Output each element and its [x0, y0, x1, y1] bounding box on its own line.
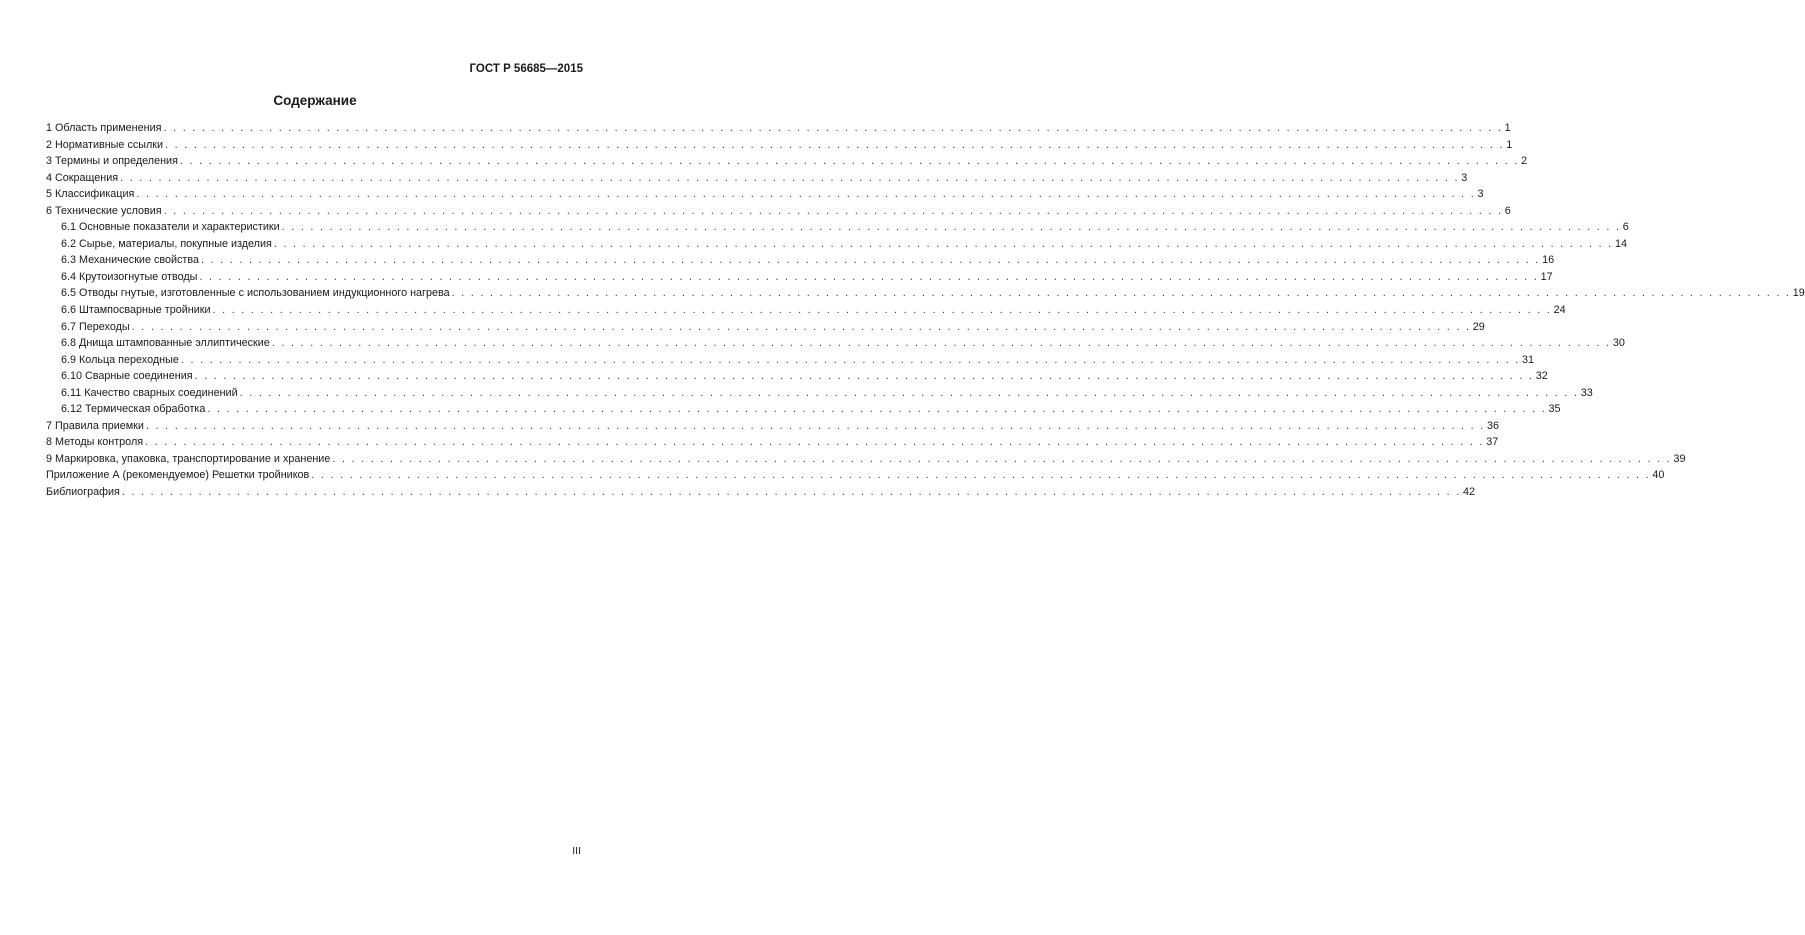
toc-entry-page: 19	[1792, 287, 1805, 300]
toc-entry-label: Приложение А (рекомендуемое) Решетки тройников	[46, 469, 310, 482]
toc-entry-label: 6.7 Переходы	[61, 320, 130, 333]
toc-dot-leader: . . . . . . . . . . . . . . . . . . . . . . . . . . . . . . . . . . . . . . . . . . . . . . . . . . . . . . . . . . . . . . . . . . . . . . . . . . . . . . . . . . . . . . . . . . . . . . . . . . . . . . . . . . . . . . . . . . . . . . . . . . . . . . . . . . . . . . . . . . . .	[281, 221, 1621, 234]
toc-entry[interactable]	[46, 137, 1513, 154]
toc-entry-page: 24	[1553, 304, 1566, 317]
toc-entry[interactable]	[46, 484, 1476, 501]
toc-entry-page: 6	[1504, 204, 1511, 217]
toc-entry[interactable]	[46, 418, 1500, 435]
toc-entry[interactable]	[46, 401, 1561, 418]
toc-entry-label: 4 Сокращения	[46, 171, 119, 184]
table-of-contents	[46, 120, 1805, 501]
toc-entry[interactable]	[46, 302, 1566, 319]
toc-entry-label: 3 Термины и определения	[46, 155, 178, 168]
toc-entry-page: 30	[1612, 337, 1625, 350]
toc-dot-leader: . . . . . . . . . . . . . . . . . . . . . . . . . . . . . . . . . . . . . . . . . . . . . . . . . . . . . . . . . . . . . . . . . . . . . . . . . . . . . . . . . . . . . . . . . . . . . . . . . . . . . . . . . . . . . . . . . . . . . . . . . . . . . . . . . . . . . . . . . . . .	[207, 403, 1547, 416]
toc-entry-label: Библиография	[46, 486, 120, 499]
toc-entry-page: 33	[1580, 386, 1593, 399]
toc-entry-page: 2	[1521, 155, 1528, 168]
toc-entry[interactable]	[46, 352, 1535, 369]
toc-entry-label: 6.12 Термическая обработка	[61, 403, 206, 416]
toc-entry-label: 6.9 Кольца переходные	[61, 353, 179, 366]
document-code: ГОСТ Р 56685—2015	[469, 63, 583, 75]
toc-entry-label: 9 Маркировка, упаковка, транспортирование и хранение	[46, 452, 331, 465]
toc-title: Содержание	[273, 93, 357, 108]
toc-entry-label: 6.1 Основные показатели и характеристики	[61, 221, 280, 234]
toc-dot-leader: . . . . . . . . . . . . . . . . . . . . . . . . . . . . . . . . . . . . . . . . . . . . . . . . . . . . . . . . . . . . . . . . . . . . . . . . . . . . . . . . . . . . . . . . . . . . . . . . . . . . . . . . . . . . . . . . . . . . . . . . . . . . . . . . . . . . . . . . . . . .	[199, 270, 1539, 283]
toc-dot-leader: . . . . . . . . . . . . . . . . . . . . . . . . . . . . . . . . . . . . . . . . . . . . . . . . . . . . . . . . . . . . . . . . . . . . . . . . . . . . . . . . . . . . . . . . . . . . . . . . . . . . . . . . . . . . . . . . . . . . . . . . . . . . . . . . . . . . . . . . . . . .	[163, 204, 1503, 217]
toc-entry[interactable]	[46, 170, 1468, 187]
toc-entry[interactable]	[46, 285, 1805, 302]
toc-entry[interactable]	[46, 451, 1686, 468]
toc-dot-leader: . . . . . . . . . . . . . . . . . . . . . . . . . . . . . . . . . . . . . . . . . . . . . . . . . . . . . . . . . . . . . . . . . . . . . . . . . . . . . . . . . . . . . . . . . . . . . . . . . . . . . . . . . . . . . . . . . . . . . . . . . . . . . . . . . . . . . . . . . . . .	[273, 237, 1613, 250]
toc-dot-leader: . . . . . . . . . . . . . . . . . . . . . . . . . . . . . . . . . . . . . . . . . . . . . . . . . . . . . . . . . . . . . . . . . . . . . . . . . . . . . . . . . . . . . . . . . . . . . . . . . . . . . . . . . . . . . . . . . . . . . . . . . . . . . . . . . . . . . . . . . . . .	[194, 370, 1534, 383]
toc-entry[interactable]	[46, 319, 1485, 336]
toc-entry-page: 1	[1506, 138, 1513, 151]
toc-entry[interactable]	[46, 153, 1528, 170]
toc-entry[interactable]	[46, 120, 1511, 137]
toc-entry-page: 31	[1522, 353, 1535, 366]
toc-dot-leader: . . . . . . . . . . . . . . . . . . . . . . . . . . . . . . . . . . . . . . . . . . . . . . . . . . . . . . . . . . . . . . . . . . . . . . . . . . . . . . . . . . . . . . . . . . . . . . . . . . . . . . . . . . . . . . . . . . . . . . . . . . . . . . . . . . . . . . . . . . . .	[145, 436, 1485, 449]
toc-entry-page: 3	[1461, 171, 1468, 184]
toc-entry-label: 6.8 Днища штампованные эллиптические	[61, 337, 270, 350]
toc-entry[interactable]	[46, 368, 1548, 385]
toc-entry-page: 1	[1504, 122, 1511, 134]
toc-entry-page: 40	[1652, 469, 1665, 482]
toc-entry[interactable]	[46, 252, 1555, 269]
toc-entry-label: 6.2 Сырье, материалы, покупные изделия	[61, 237, 272, 250]
toc-dot-leader: . . . . . . . . . . . . . . . . . . . . . . . . . . . . . . . . . . . . . . . . . . . . . . . . . . . . . . . . . . . . . . . . . . . . . . . . . . . . . . . . . . . . . . . . . . . . . . . . . . . . . . . . . . . . . . . . . . . . . . . . . . . . . . . . . . . . . . . . . . . .	[239, 386, 1579, 399]
toc-dot-leader: . . . . . . . . . . . . . . . . . . . . . . . . . . . . . . . . . . . . . . . . . . . . . . . . . . . . . . . . . . . . . . . . . . . . . . . . . . . . . . . . . . . . . . . . . . . . . . . . . . . . . . . . . . . . . . . . . . . . . . . . . . . . . . . . . . . . . . . . . . . .	[180, 353, 1520, 366]
toc-entry-page: 36	[1487, 419, 1500, 432]
toc-entry[interactable]	[46, 385, 1593, 402]
toc-entry-label: 6.11 Качество сварных соединений	[61, 386, 238, 399]
toc-entry-page: 35	[1548, 403, 1561, 416]
toc-entry-label: 6.10 Сварные соединения	[61, 370, 193, 383]
toc-entry[interactable]	[46, 269, 1553, 286]
toc-dot-leader: . . . . . . . . . . . . . . . . . . . . . . . . . . . . . . . . . . . . . . . . . . . . . . . . . . . . . . . . . . . . . . . . . . . . . . . . . . . . . . . . . . . . . . . . . . . . . . . . . . . . . . . . . . . . . . . . . . . . . . . . . . . . . . . . . . . . . . . . . . . .	[145, 419, 1486, 432]
toc-entry[interactable]	[46, 335, 1625, 352]
toc-entry-page: 39	[1673, 452, 1686, 465]
toc-dot-leader: . . . . . . . . . . . . . . . . . . . . . . . . . . . . . . . . . . . . . . . . . . . . . . . . . . . . . . . . . . . . . . . . . . . . . . . . . . . . . . . . . . . . . . . . . . . . . . . . . . . . . . . . . . . . . . . . . . . . . . . . . . . . . . . . . . . . . . . . . . . .	[200, 254, 1541, 267]
toc-entry[interactable]	[46, 186, 1484, 203]
toc-entry-page: 32	[1535, 370, 1548, 383]
toc-dot-leader: . . . . . . . . . . . . . . . . . . . . . . . . . . . . . . . . . . . . . . . . . . . . . . . . . . . . . . . . . . . . . . . . . . . . . . . . . . . . . . . . . . . . . . . . . . . . . . . . . . . . . . . . . . . . . . . . . . . . . . . . . . . . . . . . . . . . . . . . . . . .	[451, 287, 1791, 300]
toc-entry-label: 7 Правила приемки	[46, 419, 144, 432]
toc-entry[interactable]	[46, 236, 1627, 253]
toc-entry-label: 6.3 Механические свойства	[61, 254, 199, 267]
toc-entry-page: 17	[1540, 270, 1553, 283]
toc-entry-page: 16	[1542, 254, 1555, 267]
toc-dot-leader: . . . . . . . . . . . . . . . . . . . . . . . . . . . . . . . . . . . . . . . . . . . . . . . . . . . . . . . . . . . . . . . . . . . . . . . . . . . . . . . . . . . . . . . . . . . . . . . . . . . . . . . . . . . . . . . . . . . . . . . . . . . . . . . . . . . . . . . . . . . .	[131, 320, 1471, 333]
toc-dot-leader: . . . . . . . . . . . . . . . . . . . . . . . . . . . . . . . . . . . . . . . . . . . . . . . . . . . . . . . . . . . . . . . . . . . . . . . . . . . . . . . . . . . . . . . . . . . . . . . . . . . . . . . . . . . . . . . . . . . . . . . . . . . . . . . . . . . . . . . . . . . .	[311, 469, 1651, 482]
toc-entry-page: 6	[1622, 221, 1629, 234]
toc-entry[interactable]	[46, 467, 1665, 484]
toc-entry-label: 6.5 Отводы гнутые, изготовленные с использованием индукционного нагрева	[61, 287, 450, 300]
toc-entry-label: 6.6 Штампосварные тройники	[61, 304, 211, 317]
toc-dot-leader: . . . . . . . . . . . . . . . . . . . . . . . . . . . . . . . . . . . . . . . . . . . . . . . . . . . . . . . . . . . . . . . . . . . . . . . . . . . . . . . . . . . . . . . . . . . . . . . . . . . . . . . . . . . . . . . . . . . . . . . . . . . . . . . . . . . . . . . . . . . .	[212, 304, 1552, 317]
toc-entry-label: 1 Область применения	[46, 122, 162, 134]
toc-entry-label: 5 Классификация	[46, 188, 135, 201]
toc-entry-page: 42	[1463, 486, 1476, 499]
toc-entry[interactable]	[46, 219, 1629, 236]
page-number: III	[572, 845, 581, 857]
toc-entry-page: 14	[1614, 237, 1627, 250]
toc-dot-leader: . . . . . . . . . . . . . . . . . . . . . . . . . . . . . . . . . . . . . . . . . . . . . . . . . . . . . . . . . . . . . . . . . . . . . . . . . . . . . . . . . . . . . . . . . . . . . . . . . . . . . . . . . . . . . . . . . . . . . . . . . . . . . . . . . . . . . . . . . . . .	[271, 337, 1611, 350]
toc-dot-leader: . . . . . . . . . . . . . . . . . . . . . . . . . . . . . . . . . . . . . . . . . . . . . . . . . . . . . . . . . . . . . . . . . . . . . . . . . . . . . . . . . . . . . . . . . . . . . . . . . . . . . . . . . . . . . . . . . . . . . . . . . . . . . . . . . . . . . . . . . . . .	[121, 486, 1461, 499]
toc-entry[interactable]	[46, 434, 1499, 451]
toc-entry-page: 37	[1486, 436, 1499, 449]
toc-dot-leader: . . . . . . . . . . . . . . . . . . . . . . . . . . . . . . . . . . . . . . . . . . . . . . . . . . . . . . . . . . . . . . . . . . . . . . . . . . . . . . . . . . . . . . . . . . . . . . . . . . . . . . . . . . . . . . . . . . . . . . . . . . . . . . . . . . . . . . . . . . . .	[332, 452, 1672, 465]
toc-entry-page: 3	[1477, 188, 1484, 201]
toc-entry-label: 2 Нормативные ссылки	[46, 138, 164, 151]
toc-entry-label: 6.4 Крутоизогнутые отводы	[61, 270, 198, 283]
toc-dot-leader: . . . . . . . . . . . . . . . . . . . . . . . . . . . . . . . . . . . . . . . . . . . . . . . . . . . . . . . . . . . . . . . . . . . . . . . . . . . . . . . . . . . . . . . . . . . . . . . . . . . . . . . . . . . . . . . . . . . . . . . . . . . . . . . . . . . . . . . . . . . .	[136, 188, 1476, 201]
toc-entry-label: 8 Методы контроля	[46, 436, 144, 449]
toc-dot-leader: . . . . . . . . . . . . . . . . . . . . . . . . . . . . . . . . . . . . . . . . . . . . . . . . . . . . . . . . . . . . . . . . . . . . . . . . . . . . . . . . . . . . . . . . . . . . . . . . . . . . . . . . . . . . . . . . . . . . . . . . . . . . . . . . . . . . . . . . . . . .	[179, 155, 1520, 168]
toc-entry-label: 6 Технические условия	[46, 204, 162, 217]
toc-entry-page: 29	[1472, 320, 1485, 333]
toc-entry[interactable]	[46, 203, 1511, 220]
toc-dot-leader: . . . . . . . . . . . . . . . . . . . . . . . . . . . . . . . . . . . . . . . . . . . . . . . . . . . . . . . . . . . . . . . . . . . . . . . . . . . . . . . . . . . . . . . . . . . . . . . . . . . . . . . . . . . . . . . . . . . . . . . . . . . . . . . . . . . . . . . . . . . .	[163, 122, 1503, 134]
toc-dot-leader: . . . . . . . . . . . . . . . . . . . . . . . . . . . . . . . . . . . . . . . . . . . . . . . . . . . . . . . . . . . . . . . . . . . . . . . . . . . . . . . . . . . . . . . . . . . . . . . . . . . . . . . . . . . . . . . . . . . . . . . . . . . . . . . . . . . . . . . . . . . .	[165, 138, 1505, 151]
toc-dot-leader: . . . . . . . . . . . . . . . . . . . . . . . . . . . . . . . . . . . . . . . . . . . . . . . . . . . . . . . . . . . . . . . . . . . . . . . . . . . . . . . . . . . . . . . . . . . . . . . . . . . . . . . . . . . . . . . . . . . . . . . . . . . . . . . . . . . . . . . . . . . .	[120, 171, 1460, 184]
